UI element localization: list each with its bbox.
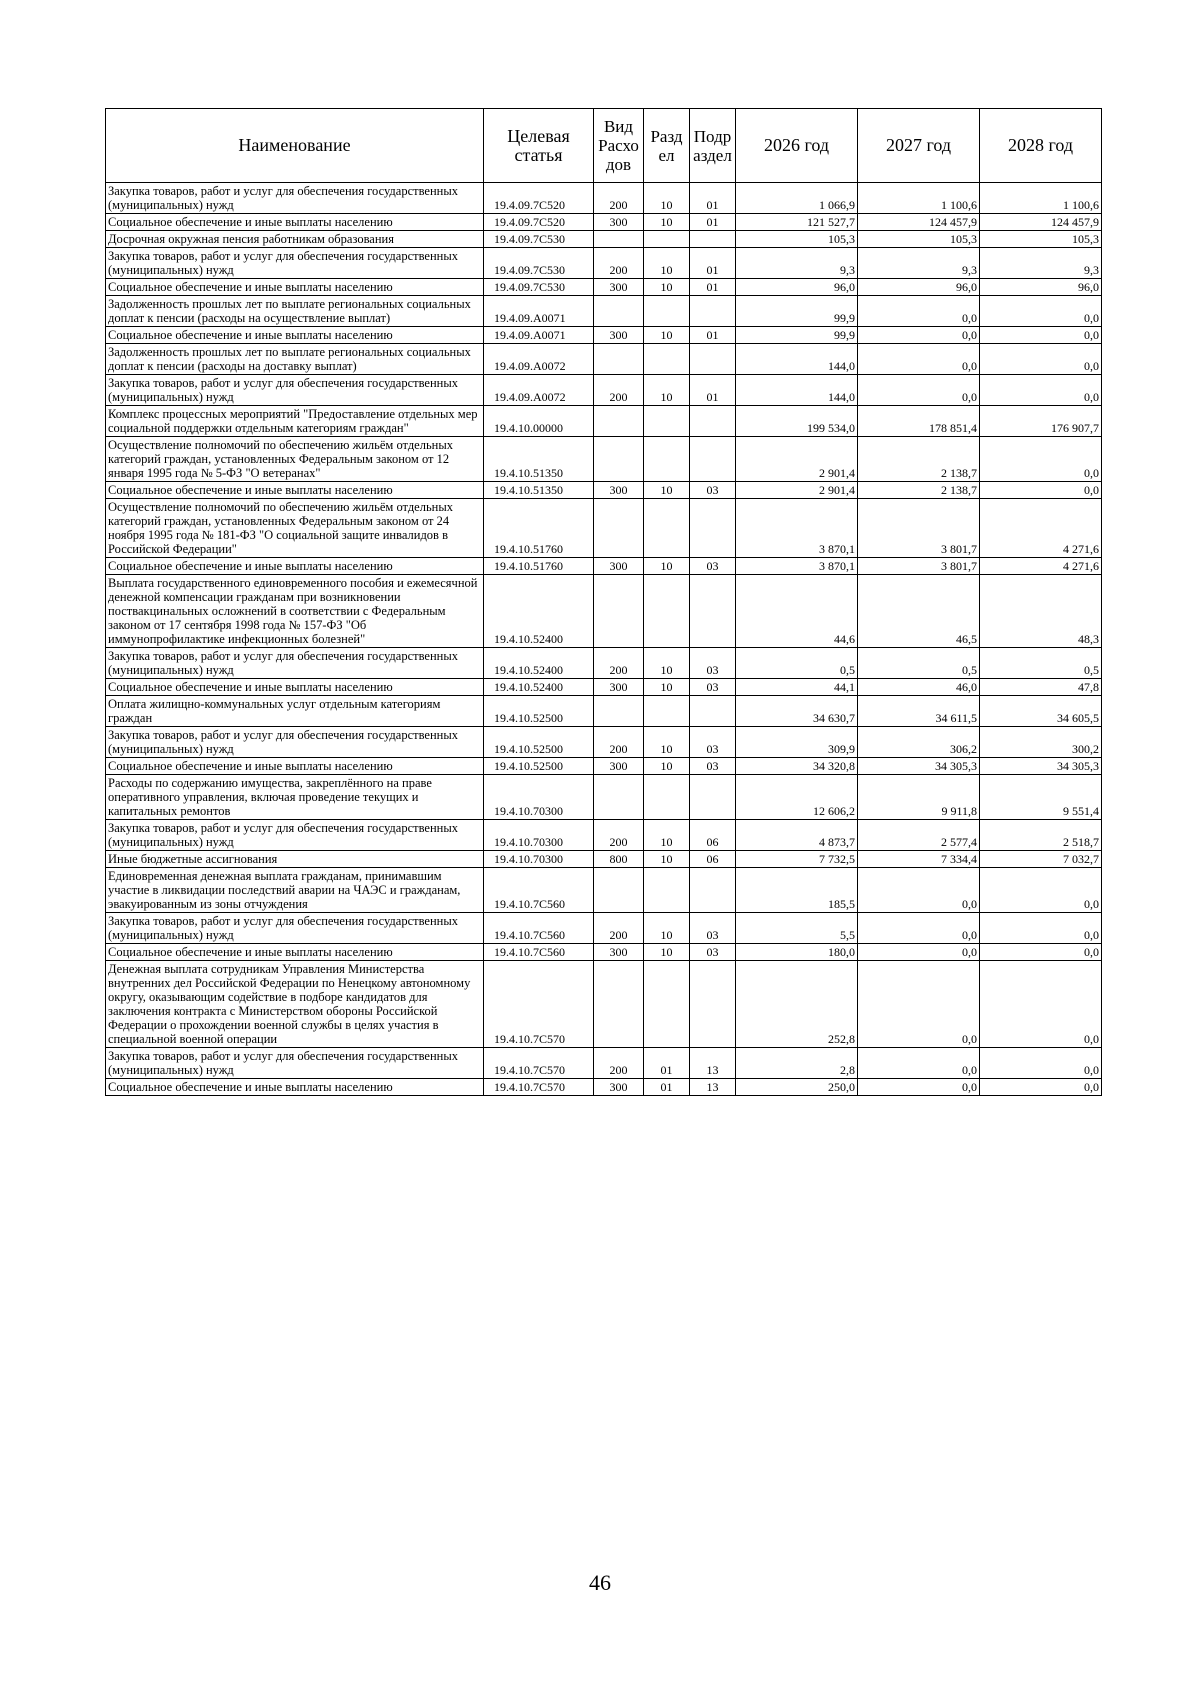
cell-expense-type: 200	[594, 727, 644, 758]
table-row	[106, 406, 1102, 437]
page-number: 46	[589, 1570, 611, 1595]
cell-name: Задолженность прошлых лет по выплате региональных социальных доплат к пенсии (расходы на осуществление выплат)	[106, 296, 484, 327]
cell-expense-type: 300	[594, 214, 644, 231]
cell-target-article: 19.4.09.7С530	[484, 279, 594, 296]
table-row	[106, 248, 1102, 279]
cell-section: 01	[644, 1048, 690, 1079]
cell-subsection: 13	[690, 1048, 736, 1079]
cell-section: 10	[644, 375, 690, 406]
cell-name: Социальное обеспечение и иные выплаты населению	[106, 214, 484, 231]
cell-name: Социальное обеспечение и иные выплаты населению	[106, 327, 484, 344]
cell-target-article: 19.4.10.52500	[484, 758, 594, 775]
table-row	[106, 499, 1102, 558]
cell-2026: 4 873,7	[736, 820, 858, 851]
cell-2027: 0,0	[858, 868, 980, 913]
table-row	[106, 183, 1102, 214]
cell-expense-type: 300	[594, 944, 644, 961]
cell-2026: 7 732,5	[736, 851, 858, 868]
cell-2028: 0,0	[980, 913, 1102, 944]
cell-name: Задолженность прошлых лет по выплате региональных социальных доплат к пенсии (расходы на доставку выплат)	[106, 344, 484, 375]
cell-name: Закупка товаров, работ и услуг для обеспечения государственных (муниципальных) нужд	[106, 648, 484, 679]
table-row	[106, 820, 1102, 851]
table-row	[106, 758, 1102, 775]
cell-expense-type	[594, 344, 644, 375]
cell-expense-type: 300	[594, 279, 644, 296]
cell-2028: 0,0	[980, 375, 1102, 406]
cell-2028: 105,3	[980, 231, 1102, 248]
cell-name: Осуществление полномочий по обеспечению жильём отдельных категорий граждан, установленных Федеральным законом от 12 января 1995 года № 5-ФЗ "О ветеранах"	[106, 437, 484, 482]
header-year-2028: 2028 год	[980, 109, 1102, 183]
cell-subsection: 03	[690, 482, 736, 499]
cell-2027: 34 611,5	[858, 696, 980, 727]
cell-section: 10	[644, 214, 690, 231]
cell-name: Закупка товаров, работ и услуг для обеспечения государственных (муниципальных) нужд	[106, 248, 484, 279]
cell-target-article: 19.4.10.51760	[484, 558, 594, 575]
cell-2026: 2 901,4	[736, 437, 858, 482]
cell-2028: 4 271,6	[980, 558, 1102, 575]
cell-2028: 0,0	[980, 868, 1102, 913]
cell-name: Комплекс процессных мероприятий "Предоставление отдельных мер социальной поддержки отдельным категориям граждан"	[106, 406, 484, 437]
cell-2027: 0,0	[858, 961, 980, 1048]
cell-expense-type: 300	[594, 758, 644, 775]
cell-2026: 99,9	[736, 296, 858, 327]
cell-2026: 185,5	[736, 868, 858, 913]
cell-2028: 0,0	[980, 437, 1102, 482]
cell-2027: 9 911,8	[858, 775, 980, 820]
cell-2026: 309,9	[736, 727, 858, 758]
cell-expense-type	[594, 406, 644, 437]
cell-section: 10	[644, 944, 690, 961]
cell-name: Социальное обеспечение и иные выплаты населению	[106, 679, 484, 696]
cell-subsection: 03	[690, 944, 736, 961]
cell-subsection: 01	[690, 279, 736, 296]
cell-2028: 0,0	[980, 944, 1102, 961]
cell-name: Социальное обеспечение и иные выплаты населению	[106, 558, 484, 575]
cell-subsection: 03	[690, 679, 736, 696]
cell-subsection	[690, 961, 736, 1048]
cell-subsection	[690, 344, 736, 375]
cell-expense-type	[594, 696, 644, 727]
cell-target-article: 19.4.10.70300	[484, 820, 594, 851]
cell-expense-type: 800	[594, 851, 644, 868]
cell-2028: 124 457,9	[980, 214, 1102, 231]
cell-2027: 178 851,4	[858, 406, 980, 437]
cell-2028: 0,0	[980, 1048, 1102, 1079]
cell-name: Выплата государственного единовременного пособия и ежемесячной денежной компенсации гражданам при возникновении поствакцинальных осложнений в соответствии с Федеральным законом от 17 сентября 1998 года № 157-ФЗ "Об иммунопрофилактике инфекционных болезней"	[106, 575, 484, 648]
cell-section	[644, 344, 690, 375]
cell-subsection: 03	[690, 648, 736, 679]
cell-subsection	[690, 296, 736, 327]
cell-2028: 34 305,3	[980, 758, 1102, 775]
cell-subsection: 03	[690, 913, 736, 944]
cell-expense-type: 300	[594, 1079, 644, 1096]
cell-subsection: 13	[690, 1079, 736, 1096]
table-row	[106, 575, 1102, 648]
cell-section: 01	[644, 1079, 690, 1096]
table-row	[106, 1079, 1102, 1096]
cell-2027: 0,0	[858, 375, 980, 406]
cell-name: Иные бюджетные ассигнования	[106, 851, 484, 868]
cell-section: 10	[644, 820, 690, 851]
cell-section	[644, 406, 690, 437]
cell-2026: 252,8	[736, 961, 858, 1048]
cell-2026: 144,0	[736, 344, 858, 375]
cell-name: Закупка товаров, работ и услуг для обеспечения государственных (муниципальных) нужд	[106, 375, 484, 406]
cell-target-article: 19.4.09.7С530	[484, 231, 594, 248]
cell-target-article: 19.4.10.00000	[484, 406, 594, 437]
cell-2027: 2 577,4	[858, 820, 980, 851]
table-row	[106, 327, 1102, 344]
cell-2027: 1 100,6	[858, 183, 980, 214]
header-year-2026: 2026 год	[736, 109, 858, 183]
cell-2027: 96,0	[858, 279, 980, 296]
cell-2026: 34 320,8	[736, 758, 858, 775]
cell-name: Социальное обеспечение и иные выплаты населению	[106, 758, 484, 775]
cell-target-article: 19.4.10.70300	[484, 775, 594, 820]
table-row	[106, 961, 1102, 1048]
header-name: Наименование	[106, 109, 484, 183]
cell-section	[644, 961, 690, 1048]
cell-2026: 34 630,7	[736, 696, 858, 727]
cell-section	[644, 499, 690, 558]
header-expense-type: Вид Расхо дов	[594, 109, 644, 183]
cell-section	[644, 775, 690, 820]
cell-expense-type: 200	[594, 183, 644, 214]
table-row	[106, 868, 1102, 913]
cell-target-article: 19.4.09.А0072	[484, 344, 594, 375]
cell-target-article: 19.4.10.70300	[484, 851, 594, 868]
table-row	[106, 679, 1102, 696]
cell-section	[644, 296, 690, 327]
table-row	[106, 558, 1102, 575]
table-row	[106, 296, 1102, 327]
cell-2028: 1 100,6	[980, 183, 1102, 214]
cell-target-article: 19.4.09.7С520	[484, 183, 594, 214]
cell-2028: 7 032,7	[980, 851, 1102, 868]
cell-2028: 48,3	[980, 575, 1102, 648]
cell-target-article: 19.4.10.51350	[484, 437, 594, 482]
cell-expense-type: 200	[594, 913, 644, 944]
cell-2028: 176 907,7	[980, 406, 1102, 437]
cell-target-article: 19.4.09.А0071	[484, 327, 594, 344]
cell-target-article: 19.4.10.51760	[484, 499, 594, 558]
table-row	[106, 437, 1102, 482]
cell-target-article: 19.4.10.7С570	[484, 1079, 594, 1096]
cell-expense-type: 200	[594, 248, 644, 279]
table-row	[106, 344, 1102, 375]
table-row	[106, 279, 1102, 296]
cell-2028: 9,3	[980, 248, 1102, 279]
cell-2027: 0,0	[858, 327, 980, 344]
cell-target-article: 19.4.10.52400	[484, 648, 594, 679]
cell-2027: 3 801,7	[858, 558, 980, 575]
cell-subsection: 03	[690, 727, 736, 758]
cell-2027: 306,2	[858, 727, 980, 758]
cell-2027: 0,0	[858, 1079, 980, 1096]
table-row	[106, 231, 1102, 248]
cell-2028: 2 518,7	[980, 820, 1102, 851]
cell-section	[644, 437, 690, 482]
cell-2027: 2 138,7	[858, 482, 980, 499]
table-row	[106, 775, 1102, 820]
cell-2027: 9,3	[858, 248, 980, 279]
cell-target-article: 19.4.09.7С530	[484, 248, 594, 279]
cell-2028: 34 605,5	[980, 696, 1102, 727]
cell-target-article: 19.4.10.52500	[484, 727, 594, 758]
cell-name: Единовременная денежная выплата гражданам, принимавшим участие в ликвидации последствий аварии на ЧАЭС и гражданам, эвакуированным из зоны отчуждения	[106, 868, 484, 913]
cell-2028: 0,0	[980, 1079, 1102, 1096]
table-row	[106, 482, 1102, 499]
cell-2027: 3 801,7	[858, 499, 980, 558]
cell-subsection	[690, 406, 736, 437]
cell-2028: 0,0	[980, 482, 1102, 499]
cell-name: Закупка товаров, работ и услуг для обеспечения государственных (муниципальных) нужд	[106, 913, 484, 944]
cell-target-article: 19.4.10.7С560	[484, 944, 594, 961]
cell-2027: 0,0	[858, 913, 980, 944]
cell-subsection: 01	[690, 375, 736, 406]
cell-section: 10	[644, 727, 690, 758]
table-row	[106, 648, 1102, 679]
cell-section: 10	[644, 558, 690, 575]
cell-2026: 3 870,1	[736, 499, 858, 558]
cell-target-article: 19.4.09.А0072	[484, 375, 594, 406]
cell-section	[644, 696, 690, 727]
cell-2026: 250,0	[736, 1079, 858, 1096]
cell-name: Денежная выплата сотрудникам Управления Министерства внутренних дел Российской Федерации по Ненецкому автономному округу, оказывающим содействие в подборе кандидатов для заключения контракта с Министерством обороны Российской Федерации о прохождении военной службы в целях участия в специальной военной операции	[106, 961, 484, 1048]
cell-2028: 4 271,6	[980, 499, 1102, 558]
header-section: Разд ел	[644, 109, 690, 183]
cell-expense-type: 200	[594, 820, 644, 851]
cell-section: 10	[644, 758, 690, 775]
cell-2028: 300,2	[980, 727, 1102, 758]
cell-section	[644, 575, 690, 648]
table-row	[106, 851, 1102, 868]
cell-2028: 0,0	[980, 344, 1102, 375]
cell-name: Социальное обеспечение и иные выплаты населению	[106, 944, 484, 961]
cell-2027: 124 457,9	[858, 214, 980, 231]
table-row	[106, 696, 1102, 727]
cell-expense-type: 200	[594, 375, 644, 406]
cell-name: Осуществление полномочий по обеспечению жильём отдельных категорий граждан, установленных Федеральным законом от 24 ноября 1995 года № 181-ФЗ "О социальной защите инвалидов в Российской Федерации"	[106, 499, 484, 558]
cell-section: 10	[644, 248, 690, 279]
cell-section	[644, 868, 690, 913]
cell-subsection: 03	[690, 758, 736, 775]
cell-target-article: 19.4.09.А0071	[484, 296, 594, 327]
cell-2027: 0,5	[858, 648, 980, 679]
cell-2026: 3 870,1	[736, 558, 858, 575]
cell-expense-type: 200	[594, 648, 644, 679]
cell-2028: 0,5	[980, 648, 1102, 679]
cell-name: Закупка товаров, работ и услуг для обеспечения государственных (муниципальных) нужд	[106, 1048, 484, 1079]
cell-expense-type	[594, 575, 644, 648]
table-row	[106, 913, 1102, 944]
cell-2028: 0,0	[980, 327, 1102, 344]
cell-2026: 180,0	[736, 944, 858, 961]
cell-section: 10	[644, 279, 690, 296]
cell-name: Закупка товаров, работ и услуг для обеспечения государственных (муниципальных) нужд	[106, 183, 484, 214]
cell-target-article: 19.4.10.7С570	[484, 1048, 594, 1079]
cell-2027: 46,0	[858, 679, 980, 696]
cell-2026: 5,5	[736, 913, 858, 944]
cell-name: Досрочная окружная пенсия работникам образования	[106, 231, 484, 248]
cell-expense-type	[594, 868, 644, 913]
cell-subsection	[690, 868, 736, 913]
cell-expense-type: 200	[594, 1048, 644, 1079]
table-row	[106, 375, 1102, 406]
cell-subsection: 01	[690, 327, 736, 344]
cell-name: Оплата жилищно-коммунальных услуг отдельным категориям граждан	[106, 696, 484, 727]
cell-2026: 1 066,9	[736, 183, 858, 214]
cell-2026: 199 534,0	[736, 406, 858, 437]
cell-2027: 105,3	[858, 231, 980, 248]
cell-name: Социальное обеспечение и иные выплаты населению	[106, 1079, 484, 1096]
cell-subsection	[690, 437, 736, 482]
cell-subsection: 01	[690, 248, 736, 279]
cell-section: 10	[644, 679, 690, 696]
cell-name: Закупка товаров, работ и услуг для обеспечения государственных (муниципальных) нужд	[106, 820, 484, 851]
cell-expense-type	[594, 296, 644, 327]
cell-subsection	[690, 696, 736, 727]
cell-section: 10	[644, 648, 690, 679]
cell-subsection: 03	[690, 558, 736, 575]
cell-2027: 0,0	[858, 296, 980, 327]
cell-expense-type: 300	[594, 482, 644, 499]
cell-2028: 0,0	[980, 961, 1102, 1048]
cell-expense-type: 300	[594, 327, 644, 344]
cell-2028: 0,0	[980, 296, 1102, 327]
cell-name: Расходы по содержанию имущества, закреплённого на праве оперативного управления, включая проведение текущих и капитальных ремонтов	[106, 775, 484, 820]
header-target-article: Целевая статья	[484, 109, 594, 183]
cell-2026: 144,0	[736, 375, 858, 406]
header-subsection: Подр аздел	[690, 109, 736, 183]
cell-expense-type: 300	[594, 558, 644, 575]
cell-2026: 9,3	[736, 248, 858, 279]
cell-2027: 46,5	[858, 575, 980, 648]
cell-target-article: 19.4.10.52500	[484, 696, 594, 727]
header-row	[106, 109, 1102, 183]
cell-target-article: 19.4.09.7С520	[484, 214, 594, 231]
cell-subsection	[690, 575, 736, 648]
cell-2027: 0,0	[858, 344, 980, 375]
cell-expense-type	[594, 499, 644, 558]
cell-section: 10	[644, 851, 690, 868]
cell-section	[644, 231, 690, 248]
cell-2028: 9 551,4	[980, 775, 1102, 820]
cell-2026: 44,6	[736, 575, 858, 648]
cell-expense-type	[594, 775, 644, 820]
cell-2026: 99,9	[736, 327, 858, 344]
cell-name: Социальное обеспечение и иные выплаты населению	[106, 482, 484, 499]
budget-table	[105, 108, 1102, 1096]
cell-2027: 0,0	[858, 944, 980, 961]
cell-subsection: 01	[690, 214, 736, 231]
cell-subsection	[690, 231, 736, 248]
cell-section: 10	[644, 183, 690, 214]
cell-2026: 105,3	[736, 231, 858, 248]
cell-2028: 47,8	[980, 679, 1102, 696]
cell-2026: 12 606,2	[736, 775, 858, 820]
cell-expense-type	[594, 437, 644, 482]
cell-2028: 96,0	[980, 279, 1102, 296]
cell-section: 10	[644, 913, 690, 944]
table-row	[106, 214, 1102, 231]
cell-subsection: 06	[690, 820, 736, 851]
cell-target-article: 19.4.10.52400	[484, 575, 594, 648]
cell-subsection: 01	[690, 183, 736, 214]
cell-expense-type: 300	[594, 679, 644, 696]
cell-section: 10	[644, 327, 690, 344]
table-row	[106, 727, 1102, 758]
cell-2027: 0,0	[858, 1048, 980, 1079]
cell-subsection	[690, 775, 736, 820]
cell-2026: 121 527,7	[736, 214, 858, 231]
cell-target-article: 19.4.10.7С560	[484, 913, 594, 944]
cell-subsection	[690, 499, 736, 558]
cell-name: Социальное обеспечение и иные выплаты населению	[106, 279, 484, 296]
cell-expense-type	[594, 231, 644, 248]
table-row	[106, 944, 1102, 961]
cell-target-article: 19.4.10.52400	[484, 679, 594, 696]
cell-2026: 96,0	[736, 279, 858, 296]
cell-2026: 44,1	[736, 679, 858, 696]
cell-section: 10	[644, 482, 690, 499]
cell-2027: 7 334,4	[858, 851, 980, 868]
cell-2026: 2 901,4	[736, 482, 858, 499]
cell-target-article: 19.4.10.51350	[484, 482, 594, 499]
cell-subsection: 06	[690, 851, 736, 868]
header-year-2027: 2027 год	[858, 109, 980, 183]
cell-2027: 34 305,3	[858, 758, 980, 775]
cell-target-article: 19.4.10.7С560	[484, 868, 594, 913]
cell-2027: 2 138,7	[858, 437, 980, 482]
table-body	[106, 183, 1102, 1096]
cell-2026: 0,5	[736, 648, 858, 679]
cell-target-article: 19.4.10.7С570	[484, 961, 594, 1048]
cell-expense-type	[594, 961, 644, 1048]
table-row	[106, 1048, 1102, 1079]
cell-name: Закупка товаров, работ и услуг для обеспечения государственных (муниципальных) нужд	[106, 727, 484, 758]
cell-2026: 2,8	[736, 1048, 858, 1079]
